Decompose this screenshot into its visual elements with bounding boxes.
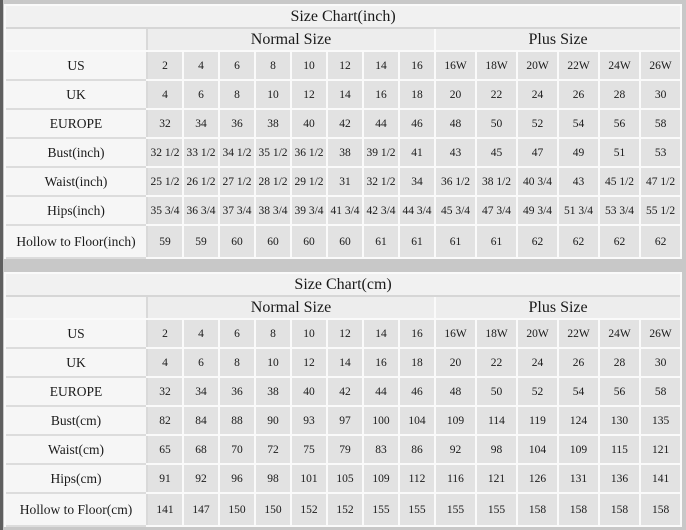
size-cell: 28 (600, 81, 639, 108)
size-cell: 32 (148, 110, 182, 137)
size-cell: 141 (148, 494, 182, 525)
size-cell: 109 (364, 465, 398, 492)
size-chart-cm-table (4, 272, 682, 527)
size-cell: 98 (256, 465, 290, 492)
size-cell: 26W (641, 320, 680, 347)
size-cell: 155 (436, 494, 475, 525)
size-cell: 147 (184, 494, 218, 525)
size-cell: 158 (518, 494, 557, 525)
size-cell: 47 1/2 (641, 168, 680, 195)
table-row (6, 465, 680, 492)
size-cell: 40 (292, 110, 326, 137)
size-cell: 12 (292, 81, 326, 108)
size-cell: 41 (400, 139, 434, 166)
size-cell: 34 (184, 110, 218, 137)
size-cell: 46 (400, 378, 434, 405)
row-label-hips-inch: Hips(inch) (6, 197, 146, 224)
size-cell: 141 (641, 465, 680, 492)
size-cell: 42 3/4 (364, 197, 398, 224)
size-cell: 40 3/4 (518, 168, 557, 195)
size-cell: 130 (600, 407, 639, 434)
size-cell: 18 (400, 81, 434, 108)
table-row (6, 197, 680, 224)
size-cell: 26 (559, 81, 598, 108)
size-cell: 49 3/4 (518, 197, 557, 224)
size-cell: 16 (364, 349, 398, 376)
size-cell: 45 1/2 (600, 168, 639, 195)
row-label-europe: EUROPE (6, 110, 146, 137)
size-cell: 136 (600, 465, 639, 492)
size-cell: 36 1/2 (436, 168, 475, 195)
size-cell: 33 1/2 (184, 139, 218, 166)
size-cell: 52 (518, 110, 557, 137)
row-label-hollow-to-floor-inch: Hollow to Floor(inch) (6, 226, 146, 257)
size-cell: 26W (641, 52, 680, 79)
size-cell: 91 (148, 465, 182, 492)
size-cell: 72 (256, 436, 290, 463)
size-cell: 58 (641, 110, 680, 137)
size-cell: 152 (328, 494, 362, 525)
size-cell: 92 (184, 465, 218, 492)
size-cell: 75 (292, 436, 326, 463)
size-cell: 86 (400, 436, 434, 463)
column-group-normal-size: Normal Size (148, 29, 434, 50)
size-cell: 50 (477, 378, 516, 405)
table-row (6, 168, 680, 195)
row-label-hips-cm: Hips(cm) (6, 465, 146, 492)
size-cell: 24W (600, 320, 639, 347)
size-cell: 38 1/2 (477, 168, 516, 195)
table-row (6, 81, 680, 108)
size-charts-container (4, 4, 682, 527)
size-cell: 150 (220, 494, 254, 525)
size-cell: 116 (436, 465, 475, 492)
size-cell: 45 (477, 139, 516, 166)
size-cell: 20 (436, 349, 475, 376)
size-cell: 22W (559, 52, 598, 79)
size-cell: 20W (518, 320, 557, 347)
table-row (6, 52, 680, 79)
size-cell: 27 1/2 (220, 168, 254, 195)
size-cell: 20W (518, 52, 557, 79)
size-cell: 44 (364, 110, 398, 137)
size-cell: 83 (364, 436, 398, 463)
size-cell: 29 1/2 (292, 168, 326, 195)
size-cell: 32 1/2 (148, 139, 182, 166)
size-cell: 60 (328, 226, 362, 257)
size-cell: 121 (641, 436, 680, 463)
size-cell: 34 1/2 (220, 139, 254, 166)
row-label-waist-inch: Waist(inch) (6, 168, 146, 195)
table-row (6, 320, 680, 347)
size-cell: 10 (292, 320, 326, 347)
size-cell: 61 (436, 226, 475, 257)
size-cell: 20 (436, 81, 475, 108)
size-cell: 158 (641, 494, 680, 525)
size-cell: 39 1/2 (364, 139, 398, 166)
size-cell: 93 (292, 407, 326, 434)
size-cell: 65 (148, 436, 182, 463)
table-title: Size Chart(inch) (6, 6, 680, 27)
size-cell: 43 (436, 139, 475, 166)
size-cell: 119 (518, 407, 557, 434)
size-cell: 40 (292, 378, 326, 405)
size-cell: 54 (559, 378, 598, 405)
size-cell: 43 (559, 168, 598, 195)
size-cell: 56 (600, 110, 639, 137)
size-cell: 31 (328, 168, 362, 195)
size-cell: 55 1/2 (641, 197, 680, 224)
size-cell: 30 (641, 81, 680, 108)
size-cell: 152 (292, 494, 326, 525)
size-cell: 2 (148, 320, 182, 347)
table-row (6, 378, 680, 405)
size-cell: 38 (328, 139, 362, 166)
size-cell: 44 3/4 (400, 197, 434, 224)
corner-cell (6, 297, 146, 318)
size-cell: 51 (600, 139, 639, 166)
size-cell: 62 (641, 226, 680, 257)
size-cell: 35 3/4 (148, 197, 182, 224)
size-cell: 16W (436, 52, 475, 79)
size-cell: 28 (600, 349, 639, 376)
size-cell: 8 (256, 320, 290, 347)
size-cell: 35 1/2 (256, 139, 290, 166)
size-cell: 62 (600, 226, 639, 257)
size-cell: 59 (184, 226, 218, 257)
size-cell: 4 (148, 349, 182, 376)
size-cell: 34 (400, 168, 434, 195)
size-cell: 98 (477, 436, 516, 463)
size-cell: 8 (220, 81, 254, 108)
size-cell: 61 (364, 226, 398, 257)
size-cell: 53 3/4 (600, 197, 639, 224)
size-cell: 14 (364, 52, 398, 79)
size-cell: 88 (220, 407, 254, 434)
size-chart-inch-table (4, 4, 682, 259)
size-cell: 16W (436, 320, 475, 347)
size-cell: 38 (256, 110, 290, 137)
size-cell: 10 (292, 52, 326, 79)
size-cell: 101 (292, 465, 326, 492)
size-cell: 14 (328, 81, 362, 108)
size-cell: 26 (559, 349, 598, 376)
size-cell: 14 (364, 320, 398, 347)
size-cell: 49 (559, 139, 598, 166)
size-cell: 126 (518, 465, 557, 492)
size-cell: 92 (436, 436, 475, 463)
size-cell: 32 1/2 (364, 168, 398, 195)
size-cell: 16 (400, 320, 434, 347)
size-cell: 36 3/4 (184, 197, 218, 224)
size-cell: 51 3/4 (559, 197, 598, 224)
size-cell: 36 (220, 378, 254, 405)
size-cell: 6 (220, 52, 254, 79)
size-cell: 12 (328, 52, 362, 79)
size-cell: 115 (600, 436, 639, 463)
size-cell: 38 3/4 (256, 197, 290, 224)
size-cell: 56 (600, 378, 639, 405)
size-cell: 44 (364, 378, 398, 405)
size-cell: 62 (559, 226, 598, 257)
size-cell: 30 (641, 349, 680, 376)
size-cell: 45 3/4 (436, 197, 475, 224)
size-cell: 100 (364, 407, 398, 434)
page-left-edge (0, 0, 3, 530)
column-group-normal-size: Normal Size (148, 297, 434, 318)
size-cell: 10 (256, 349, 290, 376)
size-cell: 158 (600, 494, 639, 525)
size-cell: 124 (559, 407, 598, 434)
size-cell: 22W (559, 320, 598, 347)
size-cell: 158 (559, 494, 598, 525)
size-cell: 36 1/2 (292, 139, 326, 166)
size-cell: 18W (477, 320, 516, 347)
table-row (6, 494, 680, 525)
table-row (6, 436, 680, 463)
size-cell: 70 (220, 436, 254, 463)
row-label-waist-cm: Waist(cm) (6, 436, 146, 463)
size-cell: 8 (220, 349, 254, 376)
size-cell: 46 (400, 110, 434, 137)
size-cell: 14 (328, 349, 362, 376)
size-cell: 16 (400, 52, 434, 79)
size-cell: 8 (256, 52, 290, 79)
size-cell: 61 (477, 226, 516, 257)
size-cell: 155 (477, 494, 516, 525)
size-cell: 47 3/4 (477, 197, 516, 224)
size-cell: 121 (477, 465, 516, 492)
size-cell: 79 (328, 436, 362, 463)
row-label-us: US (6, 320, 146, 347)
size-cell: 54 (559, 110, 598, 137)
size-cell: 37 3/4 (220, 197, 254, 224)
table-row (6, 226, 680, 257)
table-row (6, 407, 680, 434)
size-cell: 6 (184, 349, 218, 376)
size-cell: 109 (436, 407, 475, 434)
size-cell: 18W (477, 52, 516, 79)
size-cell: 18 (400, 349, 434, 376)
size-cell: 48 (436, 378, 475, 405)
size-cell: 24 (518, 349, 557, 376)
size-cell: 22 (477, 81, 516, 108)
size-cell: 10 (256, 81, 290, 108)
size-cell: 2 (148, 52, 182, 79)
size-cell: 60 (220, 226, 254, 257)
row-label-bust-cm: Bust(cm) (6, 407, 146, 434)
size-cell: 42 (328, 110, 362, 137)
size-cell: 58 (641, 378, 680, 405)
size-cell: 32 (148, 378, 182, 405)
row-label-hollow-to-floor-cm: Hollow to Floor(cm) (6, 494, 146, 525)
size-cell: 26 1/2 (184, 168, 218, 195)
size-cell: 104 (518, 436, 557, 463)
size-cell: 97 (328, 407, 362, 434)
size-cell: 16 (364, 81, 398, 108)
table-row (6, 139, 680, 166)
size-cell: 90 (256, 407, 290, 434)
size-cell: 61 (400, 226, 434, 257)
size-cell: 155 (364, 494, 398, 525)
size-cell: 47 (518, 139, 557, 166)
corner-cell (6, 29, 146, 50)
size-cell: 42 (328, 378, 362, 405)
size-cell: 48 (436, 110, 475, 137)
size-cell: 105 (328, 465, 362, 492)
size-cell: 24 (518, 81, 557, 108)
size-cell: 12 (292, 349, 326, 376)
table-title: Size Chart(cm) (6, 274, 680, 295)
size-cell: 60 (292, 226, 326, 257)
table-row (6, 349, 680, 376)
size-cell: 150 (256, 494, 290, 525)
table-row (6, 110, 680, 137)
size-cell: 24W (600, 52, 639, 79)
size-cell: 4 (184, 320, 218, 347)
row-label-us: US (6, 52, 146, 79)
row-label-europe: EUROPE (6, 378, 146, 405)
column-group-plus-size: Plus Size (436, 297, 680, 318)
size-cell: 62 (518, 226, 557, 257)
row-label-uk: UK (6, 349, 146, 376)
size-cell: 82 (148, 407, 182, 434)
size-cell: 12 (328, 320, 362, 347)
size-cell: 104 (400, 407, 434, 434)
size-cell: 6 (184, 81, 218, 108)
size-cell: 41 3/4 (328, 197, 362, 224)
size-cell: 25 1/2 (148, 168, 182, 195)
size-cell: 131 (559, 465, 598, 492)
size-cell: 4 (184, 52, 218, 79)
size-cell: 38 (256, 378, 290, 405)
size-cell: 6 (220, 320, 254, 347)
size-cell: 135 (641, 407, 680, 434)
size-cell: 50 (477, 110, 516, 137)
size-cell: 52 (518, 378, 557, 405)
column-group-plus-size: Plus Size (436, 29, 680, 50)
row-label-uk: UK (6, 81, 146, 108)
size-cell: 109 (559, 436, 598, 463)
size-cell: 84 (184, 407, 218, 434)
size-cell: 114 (477, 407, 516, 434)
size-cell: 4 (148, 81, 182, 108)
size-cell: 112 (400, 465, 434, 492)
size-cell: 59 (148, 226, 182, 257)
row-label-bust-inch: Bust(inch) (6, 139, 146, 166)
size-cell: 68 (184, 436, 218, 463)
size-cell: 60 (256, 226, 290, 257)
size-cell: 155 (400, 494, 434, 525)
size-cell: 36 (220, 110, 254, 137)
size-cell: 96 (220, 465, 254, 492)
size-cell: 22 (477, 349, 516, 376)
size-cell: 28 1/2 (256, 168, 290, 195)
size-cell: 53 (641, 139, 680, 166)
size-cell: 39 3/4 (292, 197, 326, 224)
size-cell: 34 (184, 378, 218, 405)
